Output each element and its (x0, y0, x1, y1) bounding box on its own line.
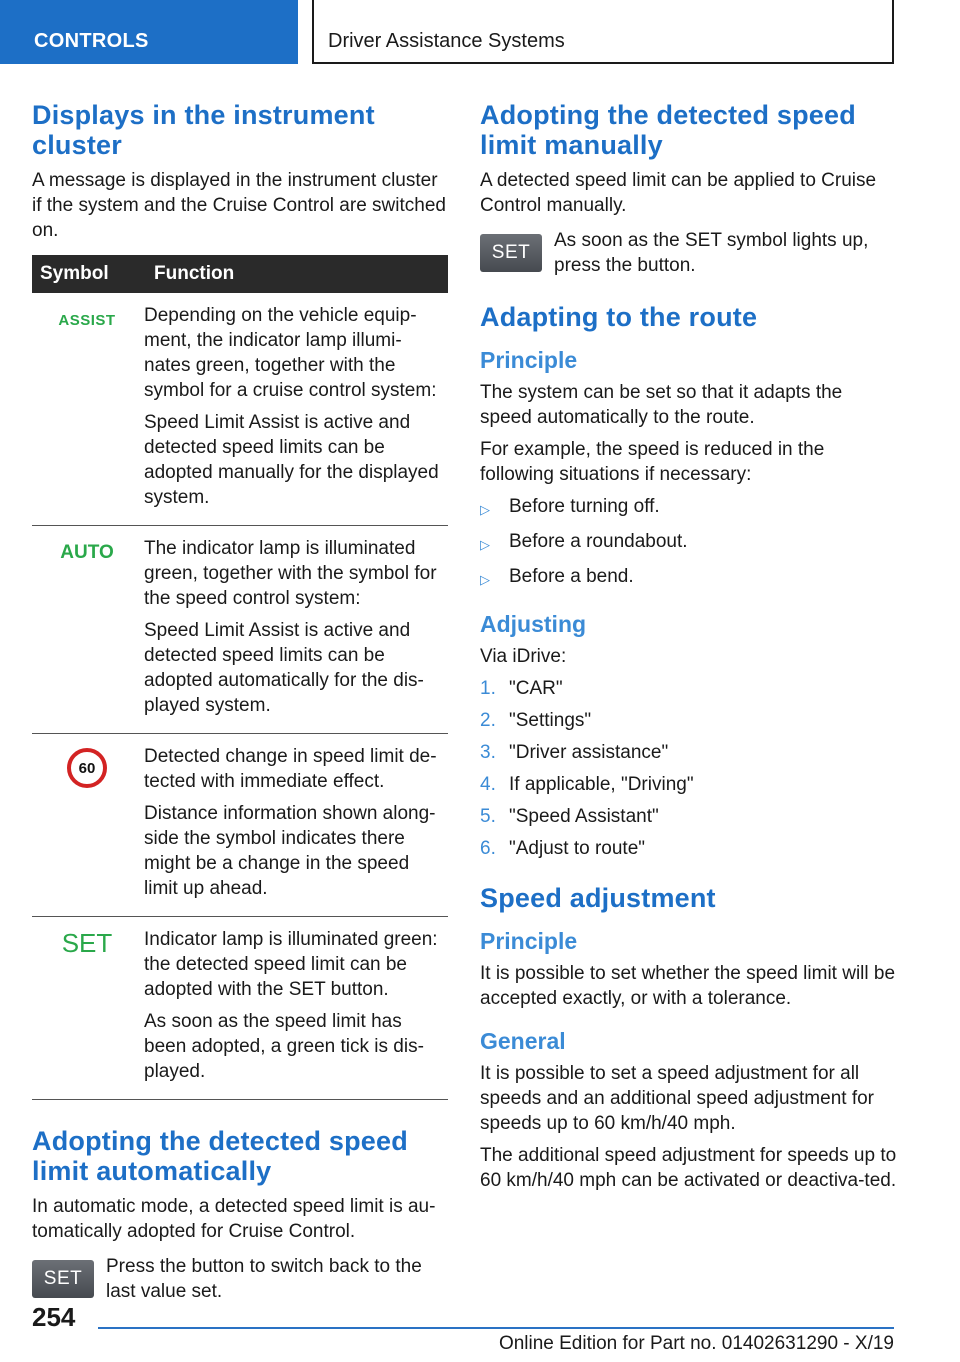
list-item (480, 804, 898, 829)
step-text: "Driver assistance" (509, 742, 669, 763)
adjusting-heading: Adjusting (480, 611, 587, 637)
header-section-label: CONTROLS (34, 30, 149, 52)
manual-heading: Adopting the detected speed limit manually (480, 100, 856, 160)
displays-heading: Displays in the instrument cluster (32, 100, 375, 160)
footer-edition: Online Edition for Part no. 01402631290 - X/19 (498, 1333, 894, 1354)
step-number: 5. (480, 806, 496, 827)
speed-principle-heading: Principle (480, 928, 578, 954)
manual-set-text: As soon as the SET symbol lights up, press the button. (554, 230, 869, 276)
step-number: 1. (480, 678, 496, 699)
displays-intro: A message is displayed in the instrument cluster if the system and the Cruise Control are switched on. (32, 170, 446, 241)
list-item (480, 772, 898, 797)
right-column (480, 100, 898, 1200)
table-row (32, 293, 448, 526)
general-text-1: It is possible to set a speed adjustment for all speeds and an additional speed adjustment for speeds up to 60 km/h/40 mph. (480, 1063, 874, 1134)
speed-adjustment-heading: Speed adjustment (480, 883, 716, 913)
row-text: Depending on the vehicle equip-ment, the indicator lamp illumi-nates green, together with the symbol for a cruise control system: (144, 305, 437, 401)
speed-limit-sign-icon (32, 734, 142, 917)
header-chapter-box (312, 0, 894, 64)
row-text: Distance information shown along-side the symbol indicates there might be a change in the speed limit up ahead. (144, 803, 436, 899)
manual-set-block (480, 228, 898, 278)
table-row (32, 526, 448, 734)
auto-text: In automatic mode, a detected speed limit is au-tomatically adopted for Cruise Control. (32, 1196, 436, 1242)
route-example-text: For example, the speed is reduced in the following situations if necessary: (480, 439, 825, 485)
list-item (480, 708, 898, 733)
auto-indicator-label: AUTO (60, 542, 114, 563)
left-column (32, 100, 448, 1316)
route-principle-text: The system can be set so that it adapts the speed automatically to the route. (480, 382, 843, 428)
list-item (480, 740, 898, 765)
symbol-table (32, 255, 448, 1100)
row-text: Speed Limit Assist is active and detected speed limits can be adopted automatically for the dis-played system. (144, 620, 424, 716)
general-heading: General (480, 1028, 566, 1054)
step-text: "Settings" (509, 710, 592, 731)
step-text: "Speed Assistant" (509, 806, 659, 827)
step-number: 2. (480, 710, 496, 731)
footer-divider (98, 1327, 894, 1329)
list-item-text: Before a bend. (509, 566, 634, 587)
list-item (480, 529, 898, 557)
assist-indicator-label: ASSIST (58, 312, 116, 329)
row-text: Speed Limit Assist is active and detected speed limits can be adopted manually for the displayed system. (144, 412, 439, 508)
auto-indicator-icon (32, 526, 142, 734)
header-chapter-label: Driver Assistance Systems (328, 30, 565, 52)
triangle-bullet-icon: ▷ (480, 502, 490, 517)
auto-heading: Adopting the detected speed limit automatically (32, 1126, 408, 1186)
step-number: 4. (480, 774, 496, 795)
list-item (480, 564, 898, 592)
row-text: As soon as the speed limit has been adopted, a green tick is dis-played. (144, 1011, 424, 1082)
assist-indicator-icon (32, 293, 142, 526)
row-text: The indicator lamp is illuminated green, together with the symbol for the speed control system: (144, 538, 437, 609)
row-text: Indicator lamp is illuminated green: the detected speed limit can be adopted with the SET button. (144, 929, 438, 1000)
list-item (480, 494, 898, 522)
step-text: "CAR" (509, 678, 563, 699)
col-header-symbol: Symbol (32, 255, 142, 293)
step-text: "Adjust to route" (509, 838, 646, 859)
step-number: 6. (480, 838, 496, 859)
col-header-function: Function (142, 255, 448, 293)
speed-limit-sign-value: 60 (67, 748, 107, 788)
list-item-text: Before turning off. (509, 496, 660, 517)
auto-set-text: Press the button to switch back to the last value set. (106, 1256, 422, 1302)
manual-text: A detected speed limit can be applied to Cruise Control manually. (480, 170, 877, 216)
adjust-steps-list (480, 676, 898, 861)
list-item-text: Before a roundabout. (509, 531, 688, 552)
set-indicator-icon (32, 917, 142, 1100)
triangle-bullet-icon: ▷ (480, 537, 490, 552)
via-idrive-text: Via iDrive: (480, 646, 567, 667)
auto-set-block (32, 1254, 448, 1304)
triangle-bullet-icon: ▷ (480, 572, 490, 587)
step-number: 3. (480, 742, 496, 763)
list-item (480, 676, 898, 701)
list-item (480, 836, 898, 861)
route-heading: Adapting to the route (480, 302, 758, 332)
speed-principle-text: It is possible to set whether the speed limit will be accepted exactly, or with a tolerance. (480, 963, 896, 1009)
row-text: Detected change in speed limit de-tected with immediate effect. (144, 746, 437, 792)
general-text-2: The additional speed adjustment for speeds up to 60 km/h/40 mph can be activated or deactiva-ted. (480, 1145, 897, 1191)
route-bullet-list (480, 494, 898, 592)
route-principle-heading: Principle (480, 347, 578, 373)
page-number: 254 (32, 1302, 76, 1332)
header-section-tab (0, 0, 298, 64)
step-text: If applicable, "Driving" (509, 774, 694, 795)
set-button-icon: SET (480, 234, 542, 272)
table-row (32, 734, 448, 917)
set-indicator-label: SET (61, 928, 113, 958)
table-row (32, 917, 448, 1100)
set-button-icon: SET (32, 1260, 94, 1298)
